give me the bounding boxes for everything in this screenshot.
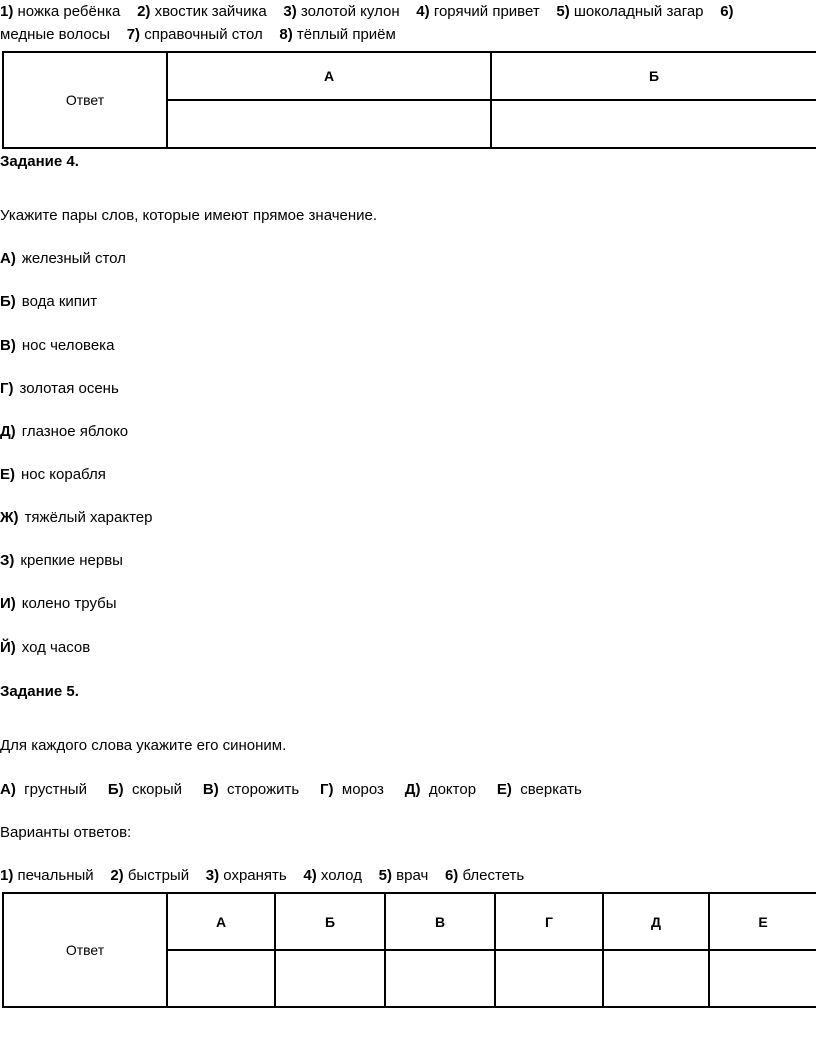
prev-option-1: 1) ножка ребёнка (0, 3, 121, 20)
task4-item-ii: Й) ход часов (0, 639, 91, 656)
task4-prompt: Укажите пары слов, которые имеют прямое значение. (0, 207, 378, 224)
answer-cell-b[interactable] (491, 100, 816, 148)
task4-item-g: Г) золотая осень (0, 380, 119, 397)
task4-title: Задание 4. (0, 153, 79, 170)
task5-variant-2: 2) быстрый (110, 867, 190, 884)
task5-header-v: В (385, 893, 495, 950)
prev-option-4: 4) горячий привет (416, 3, 540, 20)
task5-answer-row-label: Ответ (3, 893, 167, 1007)
task5-variant-5: 5) врач (378, 867, 429, 884)
answer-header-a: А (167, 52, 491, 100)
task5-header-e: Е (709, 893, 816, 950)
task5-word-v: В) сторожить (202, 781, 300, 798)
task4-item-zh: Ж) тяжёлый характер (0, 509, 153, 526)
task5-variants-line (0, 867, 524, 884)
task5-header-b: Б (275, 893, 385, 950)
task4-item-e: Е) нос корабля (0, 466, 106, 483)
task4-item-b: Б) вода кипит (0, 293, 98, 310)
prev-option-5: 5) шоколадный загар (556, 3, 704, 20)
task4-item-i: И) колено трубы (0, 595, 117, 612)
task5-word-d: Д) доктор (404, 781, 477, 798)
task5-answer-cell-d[interactable] (603, 950, 709, 1007)
task5-variant-4: 4) холод (303, 867, 362, 884)
prev-option-2: 2) хвостик зайчика (137, 3, 267, 20)
task5-word-a: А) грустный (0, 781, 87, 798)
answer-table-prev (2, 51, 816, 149)
prev-option-6-text: медные волосы (0, 26, 111, 43)
task5-title: Задание 5. (0, 683, 79, 700)
task5-header-a: А (167, 893, 275, 950)
task5-answer-cell-b[interactable] (275, 950, 385, 1007)
answer-row-label: Ответ (3, 52, 167, 148)
task5-variants-label: Варианты ответов: (0, 824, 132, 841)
task4-item-z: З) крепкие нервы (0, 552, 123, 569)
task5-variant-3: 3) охранять (205, 867, 287, 884)
task5-words-line (0, 781, 582, 798)
answer-table-task5 (2, 892, 816, 1008)
task5-header-g: Г (495, 893, 603, 950)
task5-word-e: Е) сверкать (496, 781, 582, 798)
task5-word-b: Б) скорый (107, 781, 183, 798)
task4-item-d: Д) глазное яблоко (0, 423, 129, 440)
prev-task-list-line-1 (0, 2, 734, 22)
task4-item-v: В) нос человека (0, 337, 115, 354)
answer-cell-a[interactable] (167, 100, 491, 148)
task4-item-a: А) железный стол (0, 250, 126, 267)
task5-prompt: Для каждого слова укажите его синоним. (0, 737, 287, 754)
task5-variant-6: 6) блестеть (444, 867, 525, 884)
task5-answer-cell-a[interactable] (167, 950, 275, 1007)
task5-variant-1: 1) печальный (0, 867, 94, 884)
task5-answer-cell-e[interactable] (709, 950, 816, 1007)
prev-option-8: 8) тёплый приём (279, 26, 396, 43)
prev-option-7: 7) справочный стол (126, 26, 263, 43)
prev-option-3: 3) золотой кулон (283, 3, 400, 20)
task5-word-g: Г) мороз (320, 781, 384, 798)
task5-header-d: Д (603, 893, 709, 950)
answer-header-b: Б (491, 52, 816, 100)
task5-answer-cell-g[interactable] (495, 950, 603, 1007)
prev-task-list-line-2 (0, 25, 396, 45)
prev-option-6: 6) (720, 3, 734, 20)
task5-answer-cell-v[interactable] (385, 950, 495, 1007)
